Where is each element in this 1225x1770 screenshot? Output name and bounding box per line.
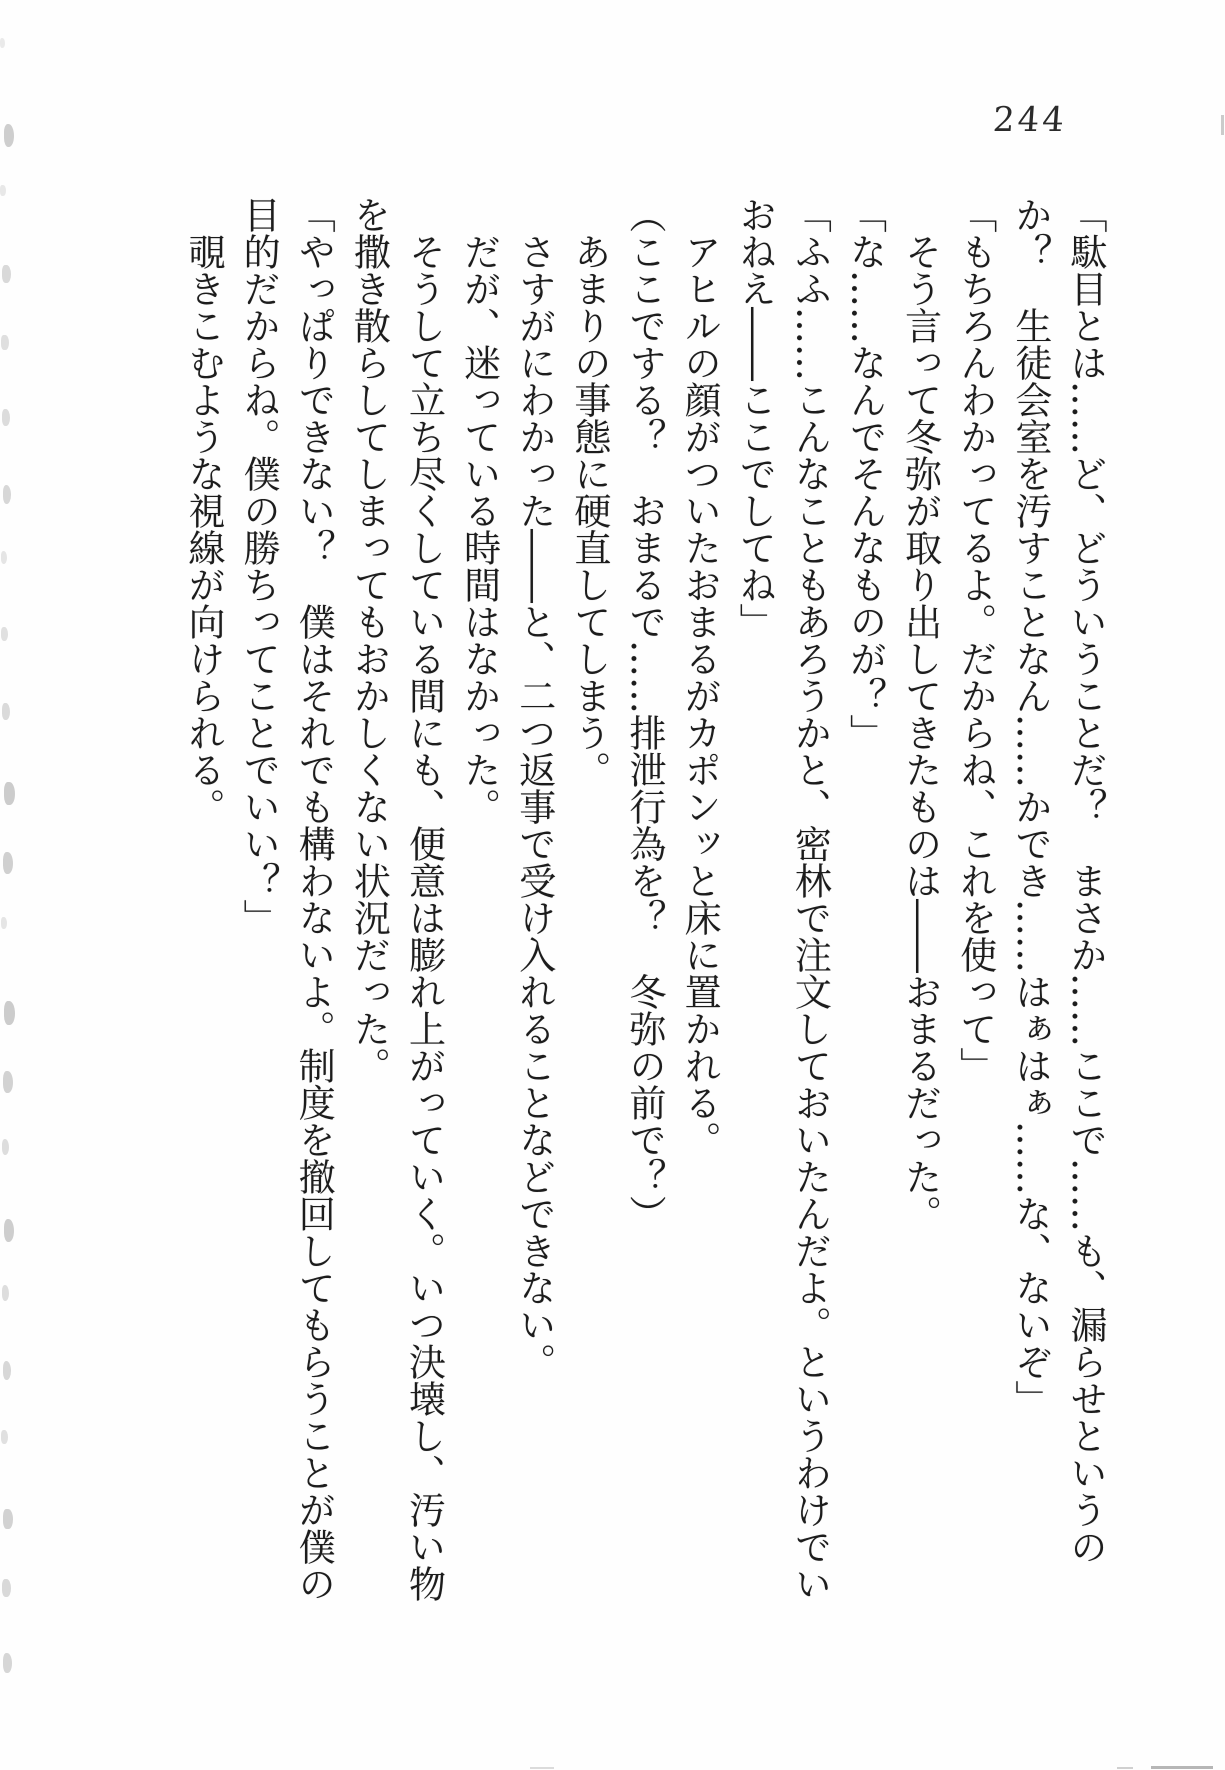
text-column: おねえ――ここでしてね」 — [733, 196, 777, 640]
text-column: 覗きこむような視線が向けられる。 — [182, 196, 225, 825]
scan-artifact — [0, 185, 5, 196]
scan-artifact — [1221, 115, 1224, 135]
scan-artifact — [4, 782, 15, 806]
scan-artifact — [3, 1071, 13, 1092]
scan-artifact — [4, 1001, 15, 1025]
scan-artifact — [1117, 1767, 1133, 1769]
text-column: か？ 生徒会室を汚すことなん……かでき……はぁはぁ……な、ないぞ」 — [1008, 196, 1052, 1417]
scan-artifact — [3, 1653, 12, 1672]
scan-artifact — [2, 1285, 10, 1301]
scan-artifact — [2, 1139, 10, 1155]
text-column: を撒き散らしてしまってもおかしくない状況だった。 — [347, 196, 391, 1084]
text-column: 目的だからね。僕の勝ちってことでいい？」 — [237, 196, 281, 936]
page-number: 244 — [991, 100, 1069, 140]
text-column: 「駄目とは……ど、どういうことだ？ まさか……ここで……も、漏らせというの — [1064, 196, 1107, 1565]
scan-artifact — [0, 38, 5, 48]
text-column: そう言って冬弥が取り出してきたものは――おまるだった。 — [898, 196, 942, 1232]
scan-artifact — [2, 265, 10, 283]
text-column: 「やっぱりできない？ 僕はそれでも構わないよ。制度を撤回してもらうことが僕の — [292, 196, 336, 1602]
scan-artifact — [2, 409, 10, 425]
scan-artifact — [1, 551, 7, 563]
text-column: 「ふふ……こんなこともあろうかと、密林で注文しておいたんだよ。というわけでい — [788, 196, 832, 1602]
scan-artifact — [2, 1579, 10, 1597]
text-column: 「な……なんでそんなものが？」 — [843, 196, 887, 751]
scan-artifact — [4, 124, 15, 147]
vertical-text-block — [176, 196, 1113, 1631]
scan-artifact — [1, 335, 8, 350]
text-column: （ここでする？ おまるで……排泄行為を？ 冬弥の前で？） — [623, 196, 666, 1232]
scan-artifact — [3, 852, 13, 873]
scan-artifact — [1, 1430, 8, 1445]
scan-artifact — [1, 627, 8, 642]
text-column: そうして立ち尽くしている間にも、便意は膨れ上がっていく。いつ決壊し、汚い物 — [402, 196, 446, 1602]
text-column: だが、迷っている時間はなかった。 — [457, 196, 501, 825]
text-column: あまりの事態に硬直してしまう。 — [567, 196, 611, 788]
scan-artifact — [3, 1361, 12, 1380]
text-column: さすがにわかった――と、二つ返事で受け入れることなどできない。 — [512, 196, 556, 1380]
scan-artifact — [1, 917, 7, 930]
scan-artifact — [2, 703, 10, 721]
scan-artifact — [530, 1767, 554, 1769]
scan-artifact — [4, 1219, 15, 1242]
scan-artifact — [3, 1509, 13, 1530]
scan-artifact — [3, 485, 12, 504]
scan-artifact — [1151, 1766, 1213, 1769]
text-column: アヒルの顔がついたおまるがカポンッと床に置かれる。 — [678, 196, 722, 1158]
text-column: 「もちろんわかってるよ。だからね、これを使って」 — [953, 196, 997, 1084]
